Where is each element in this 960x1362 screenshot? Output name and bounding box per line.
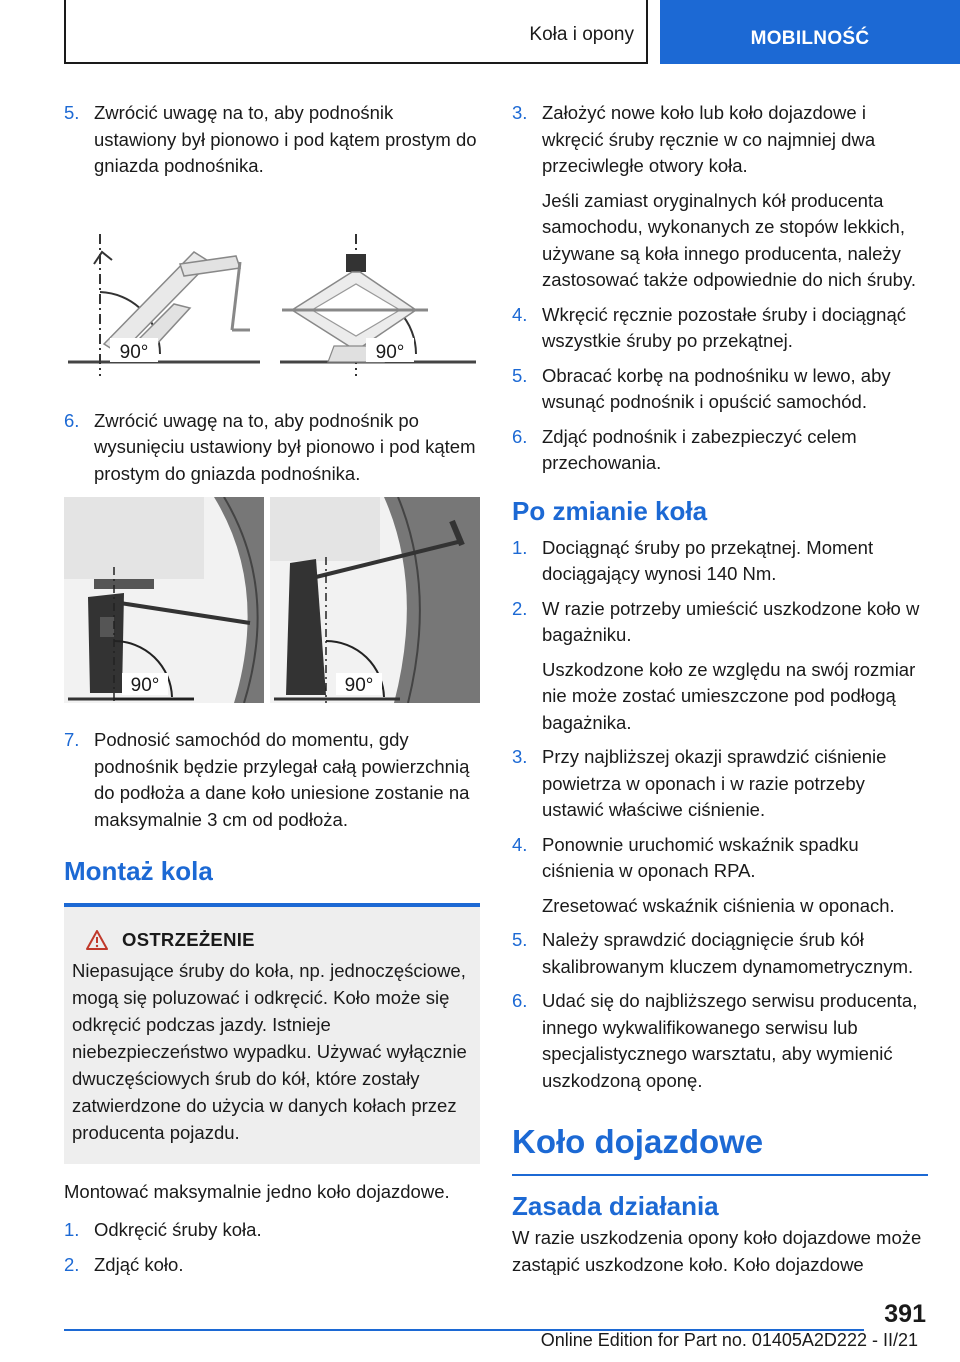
step-text: Udać się do najbliższego serwisu producenta, innego wykwalifikowanego serwisu lub specjalistycznego warsztatu, aby wymienić uszkodzoną oponę. (542, 990, 918, 1091)
step-6-left (64, 408, 480, 488)
step-7-left (64, 727, 480, 833)
mount-steps-continued (512, 100, 928, 477)
chapter-rule (512, 1174, 928, 1176)
step-text: Odkręcić śruby koła. (94, 1219, 262, 1240)
step-number: 6. (64, 409, 80, 431)
step-number: 6. (512, 990, 528, 1011)
jack-photo-left (64, 497, 264, 703)
step-number: 4. (512, 833, 528, 855)
jack-side-view-drawing (68, 234, 260, 376)
step-subtext: Zresetować wskaźnik ciśnienia w oponach. (542, 894, 895, 916)
list-item (512, 302, 928, 355)
angle-label-c: 90° (130, 675, 160, 696)
step-text: Należy sprawdzić dociągnięcie śrub kół skalibrowanym kluczem dynamometrycznym. (542, 929, 914, 977)
after-steps-list (512, 535, 928, 1095)
step-number: 1. (64, 1219, 80, 1240)
warning-title: OSTRZEŻENIE (122, 929, 255, 950)
page-number: 391 (884, 1300, 926, 1328)
list-item (512, 535, 928, 588)
header-chapter-label: MOBILNOŚĆ (750, 28, 870, 49)
step-5-left (64, 100, 480, 180)
left-column (64, 100, 480, 1286)
header-section-title: Koła i opony (529, 24, 634, 45)
step-number: 3. (512, 102, 528, 123)
list-item (512, 424, 928, 477)
step-text: Dociągnąć śruby po przekątnej. Moment dociągający wynosi 140 Nm. (542, 536, 874, 584)
jack-photo-figure (64, 497, 480, 703)
step-text: Zdjąć koło. (94, 1253, 184, 1275)
step-number: 7. (64, 729, 80, 750)
step-text: Przy najbliższej okazji sprawdzić ciśnienie powietrza w oponach i w razie potrzeby ustawić właściwe ciśnienie. (542, 746, 887, 820)
angle-label-b: 90° (375, 341, 405, 363)
step-text: Zdjąć podnośnik i zabezpieczyć celem przechowania. (542, 425, 857, 473)
step-text: W razie potrzeby umieścić uszkodzone koło w bagażniku. (542, 597, 920, 645)
step-subtext: Jeśli zamiast oryginalnych kół producenta samochodu, wykonanych ze stopów lekkich, używane są koła innego producenta, należy zastosować także odpowiednie do nich śruby. (542, 189, 916, 290)
step-number: 4. (512, 303, 528, 325)
header-chapter-tab (660, 0, 960, 64)
jack-front-view-drawing (280, 234, 476, 376)
step-number: 5. (64, 102, 80, 123)
step-number: 2. (64, 1253, 80, 1275)
section-title-montaz: Montaż kola (64, 856, 213, 886)
footer-edition: Online Edition for Part no. 01405A2D222 - II/21 (540, 1330, 918, 1350)
right-column (512, 100, 928, 1278)
body-text: W razie uszkodzenia opony koło dojazdowe może zastąpić uszkodzone koło. Koło dojazdowe (512, 1227, 922, 1275)
warning-triangle-icon (86, 930, 108, 950)
list-item (512, 832, 928, 920)
jack-diagram-figure (64, 234, 480, 394)
list-item (512, 988, 928, 1094)
jack-photo-right (270, 497, 480, 703)
angle-label-d: 90° (344, 675, 374, 696)
step-text: Założyć nowe koło lub koło dojazdowe i wkręcić śruby ręcznie w co najmniej dwa przeciwległe otwory koła. (542, 102, 876, 176)
warning-text: Niepasujące śruby do koła, np. jednoczęściowe, mogą się poluzować i odkręcić. Koło może się odkręcić podczas jazdy. Istnieje niebezpieczeństwo wypadku. Używać wyłącznie dwuczęściowych śrub do kół, które zostały zatwierdzone do użycia w danych kołach przez producenta pojazdu. (72, 960, 467, 1143)
step-number: 2. (512, 597, 528, 619)
list-item (512, 744, 928, 824)
step-text: Zwrócić uwagę na to, aby podnośnik ustawiony był pionowo i pod kątem prostym do gniazda podnośnika. (94, 102, 477, 176)
list-item (64, 1252, 480, 1279)
step-text: Obracać korbę na podnośniku w lewo, aby wsunąć podnośnik i opuścić samochód. (542, 364, 891, 412)
warning-box (64, 907, 480, 1164)
chapter-title: Koło dojazdowe (512, 1123, 764, 1160)
step-number: 6. (512, 425, 528, 447)
list-item (512, 596, 928, 737)
section-title-after: Po zmianie koła (512, 495, 708, 526)
step-text: Wkręcić ręcznie pozostałe śruby i dociągnąć wszystkie śruby po przekątnej. (542, 303, 906, 351)
list-item (512, 100, 928, 294)
step-text: Ponownie uruchomić wskaźnik spadku ciśnienia w oponach RPA. (542, 833, 859, 881)
warning-header (86, 929, 472, 951)
step-number: 5. (512, 364, 528, 386)
jack-diagram-svg (64, 234, 480, 394)
step-number: 1. (512, 536, 528, 558)
subsection-title: Zasada działania (512, 1191, 719, 1221)
jack-photo-svg (64, 497, 480, 703)
step-subtext: Uszkodzone koło ze względu na swój rozmiar nie może zostać umieszczone pod podłogą bagażnika. (542, 658, 916, 733)
list-item (512, 363, 928, 416)
list-item (512, 927, 928, 980)
header-box (64, 0, 648, 64)
step-number: 3. (512, 746, 528, 767)
step-text: Zwrócić uwagę na to, aby podnośnik po wysunięciu ustawiony był pionowo i pod kątem prostym do gniazda podnośnika. (94, 409, 476, 484)
mount-note: Montować maksymalnie jedno koło dojazdowe. (64, 1181, 450, 1202)
step-text: Podnosić samochód do momentu, gdy podnośnik będzie przylegał całą powierzchnią do podłoża a dane koło uniesione zostanie na maksymalnie 3 cm od podłoża. (94, 729, 470, 830)
step-number: 5. (512, 929, 528, 950)
mount-steps-list (64, 1217, 480, 1278)
list-item (64, 1217, 480, 1244)
angle-label-a: 90° (119, 341, 149, 363)
